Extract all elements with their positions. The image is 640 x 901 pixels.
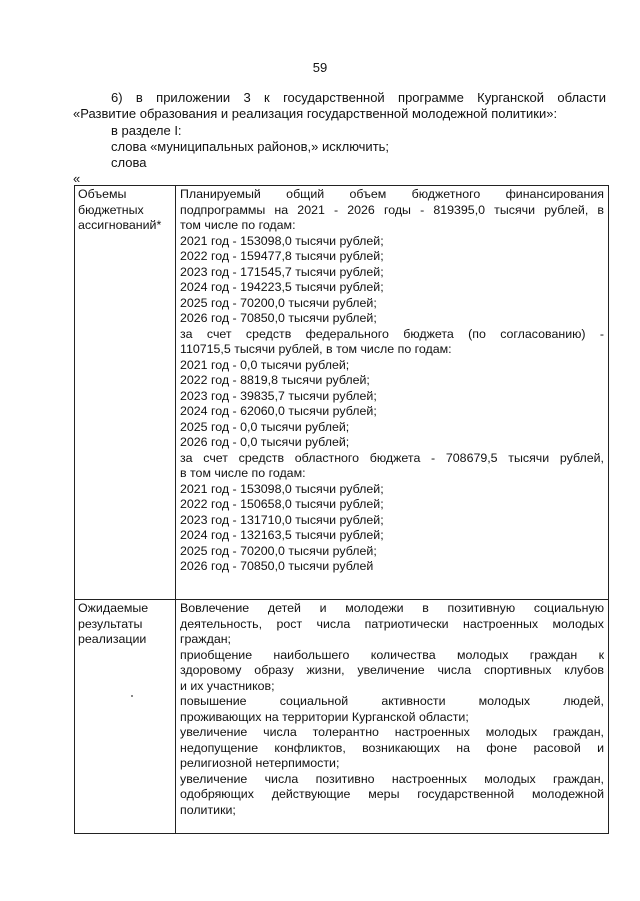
content-line: одобряющих действующие меры государственной молодежной	[180, 787, 604, 801]
label-line: ассигнований*	[78, 218, 162, 232]
intro-line-4: слова «муниципальных районов,» исключить;	[111, 138, 390, 154]
intro-line-3: в разделе I:	[111, 122, 182, 138]
content-line: 2025 год - 0,0 тысячи рублей;	[180, 419, 350, 434]
budget-content-cell	[176, 186, 609, 600]
intro-line-1: 6) в приложении 3 к государственной программе Курганской области	[111, 90, 606, 105]
intro-line-2: «Развитие образования и реализация государственной молодежной политики»:	[73, 106, 558, 122]
content-line: в том числе по годам:	[180, 466, 306, 480]
content-line: 2023 год - 131710,0 тысячи рублей;	[180, 512, 384, 527]
content-line: 2021 год - 0,0 тысячи рублей;	[180, 357, 350, 372]
content-line: 2022 год - 150658,0 тысячи рублей;	[180, 497, 384, 511]
content-line: 2025 год - 70200,0 тысячи рублей;	[180, 543, 377, 558]
content-line: за счет средств федерального бюджета (по согласованию) -	[180, 326, 604, 341]
content-line: 110715,5 тысячи рублей, в том числе по годам:	[180, 342, 452, 356]
content-line: недопущение конфликтов, возникающих на фоне расовой и	[180, 740, 604, 755]
content-line: Вовлечение детей и молодежи в позитивную социальную	[180, 601, 604, 615]
content-line: 2026 год - 70850,0 тысячи рублей;	[180, 311, 377, 325]
table-row-budget	[75, 186, 609, 600]
content-line: подпрограммы на 2021 - 2026 годы - 819395,0 тысячи рублей, в	[180, 202, 604, 217]
content-line: и их участников;	[180, 678, 275, 693]
content-line: проживающих на территории Курганской области;	[180, 709, 469, 724]
content-line: 2023 год - 171545,7 тысячи рублей;	[180, 264, 384, 279]
content-line: 2023 год - 39835,7 тысячи рублей;	[180, 388, 377, 403]
page-number: 59	[312, 60, 328, 75]
content-line: политики;	[180, 802, 236, 817]
content-line: увеличение числа толерантно настроенных молодых граждан,	[180, 725, 604, 739]
content-line: 2025 год - 70200,0 тысячи рублей;	[180, 295, 377, 310]
content-line: том числе по годам:	[180, 218, 296, 232]
content-line: увеличение числа позитивно настроенных молодых граждан,	[180, 771, 604, 786]
intro-line-5: слова	[111, 155, 147, 171]
content-line: приобщение наибольшего количества молодых граждан к	[180, 647, 604, 662]
label-line: Ожидаемые	[78, 601, 149, 615]
content-line: религиозной нетерпимости;	[180, 756, 340, 770]
content-line: 2022 год - 159477,8 тысячи рублей;	[180, 249, 384, 263]
content-line: Планируемый общий объем бюджетного финансирования	[180, 187, 604, 201]
label-line: Объемы	[78, 187, 127, 201]
intro-paragraph	[73, 90, 606, 171]
table-row-results	[75, 600, 609, 834]
content-line: граждан;	[180, 632, 231, 646]
content-line: 2026 год - 0,0 тысячи рублей;	[180, 435, 350, 449]
label-line: реализации	[78, 632, 147, 646]
budget-label-cell	[75, 186, 176, 600]
results-label-cell	[75, 600, 176, 834]
content-line: за счет средств областного бюджета - 708679,5 тысячи рублей,	[180, 450, 604, 465]
content-line: 2024 год - 132163,5 тысячи рублей;	[180, 528, 384, 542]
results-content-cell	[176, 600, 609, 834]
label-line: бюджетных	[78, 202, 144, 217]
opening-quote-mark: «	[73, 171, 81, 186]
content-line: 2021 год - 153098,0 тысячи рублей;	[180, 481, 384, 496]
content-line: 2021 год - 153098,0 тысячи рублей;	[180, 233, 384, 248]
content-line: 2024 год - 194223,5 тысячи рублей;	[180, 280, 384, 294]
content-line: повышение социальной активности молодых людей,	[180, 694, 604, 708]
label-line: результаты	[78, 616, 143, 631]
content-line: 2024 год - 62060,0 тысячи рублей;	[180, 404, 377, 418]
content-line: здоровому образу жизни, увеличение числа спортивных клубов	[180, 663, 604, 677]
scan-speck	[131, 695, 133, 697]
content-line: деятельность, рост числа патриотически настроенных молодых	[180, 616, 604, 631]
content-line: 2022 год - 8819,8 тысячи рублей;	[180, 373, 370, 387]
content-line: 2026 год - 70850,0 тысячи рублей	[180, 559, 374, 573]
subprogram-passport-table	[74, 185, 609, 834]
